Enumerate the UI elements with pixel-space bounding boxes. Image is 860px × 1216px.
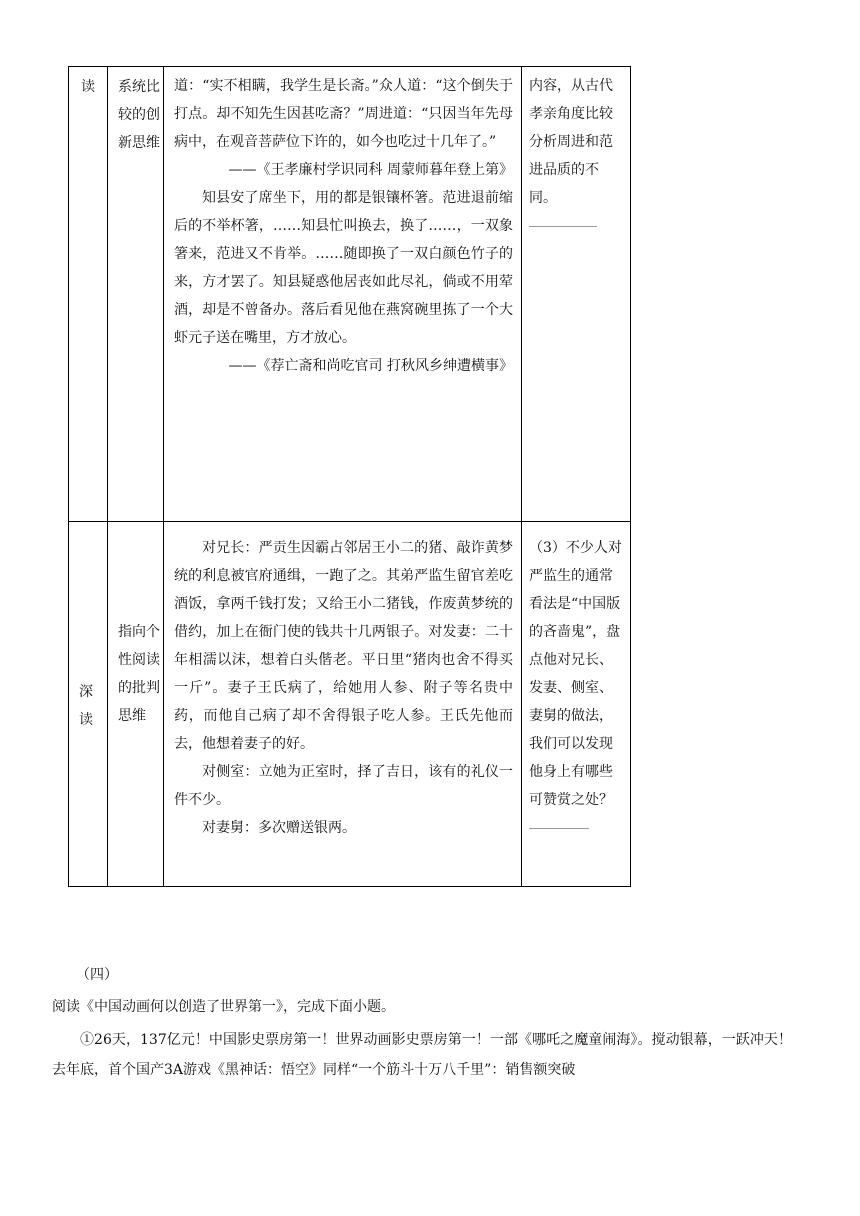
excerpt-paragraph: 道：“实不相瞒，我学生是长斋。”众人道：“这个倒失于打点。却不知先生因甚吃斋？”周进道：“只因当年先母病中，在观音菩萨位下许的，如今也吃过十几年了。” (174, 78, 513, 150)
thinking-cell (108, 67, 164, 522)
stage-label: 读 (79, 712, 93, 728)
reading-table (68, 66, 631, 887)
excerpt-cell (164, 522, 522, 887)
thinking-label: 系统比较的创新思维 (118, 79, 160, 151)
task-text: （3）不少人对严监生的通常看法是“中国版的吝啬鬼”，盘点他对兄长、发妻、侧室、妻舅的做法，我们可以发现他身上有哪些可赞赏之处？ (529, 540, 622, 808)
excerpt-cell (164, 67, 522, 522)
answer-blank (529, 216, 597, 227)
excerpt-paragraph: 对兄长：严贡生因霸占邻居王小二的猪、敲诈黄梦统的利息被官府通缉，一跑了之。其弟严监生留官差吃酒饭，拿两千钱打发；又给王小二猪钱，作废黄梦统的借约，加上在衙门使的钱共十几两银子。对发妻：二十年相濡以沫，想着白头偕老。平日里“猪肉也舍不得买一斤”。妻子王氏病了，给她用人参、附子等名贵中药，而他自己病了却不舍得银子吃人参。王氏先他而去，他想着妻子的好。 (174, 540, 513, 752)
stage-cell (69, 522, 108, 887)
stage-cell (69, 67, 108, 522)
thinking-cell (108, 522, 164, 887)
task-text: 内容，从古代孝亲角度比较分析周进和范进品质的不同。 (529, 78, 613, 206)
table-row (69, 67, 631, 522)
excerpt-paragraph: 对侧室：立她为正室时，择了吉日，该有的礼仪一件不少。 (174, 764, 513, 808)
section-intro: 阅读《中国动画何以创造了世界第一》，完成下面小题。 (52, 999, 395, 1015)
excerpt-paragraph: 知县安了席坐下，用的都是银镶杯箸。范进退前缩后的不举杯箸，……知县忙叫换去，换了……，一双象箸来，范进又不肯举。……随即换了一双白颜色竹子的来，方才罢了。知县疑惑他居丧如此尽礼，倘或不用荤酒，却是不曾备办。落后看见他在燕窝碗里拣了一个大虾元子送在嘴里，方才放心。 (174, 190, 513, 346)
stage-label: 深 (79, 684, 93, 700)
thinking-label: 指向个性阅读的批判思维 (118, 624, 160, 724)
section-label: （四） (76, 967, 118, 983)
task-cell (522, 522, 631, 887)
excerpt-source: ——《王孝廉村学识同科 周蒙师暮年登上第》 (228, 162, 513, 178)
table-row (69, 522, 631, 887)
task-cell (522, 67, 631, 522)
article-paragraph: ①26天，137亿元！中国影史票房第一！世界动画影史票房第一！一部《哪吒之魔童闹海》。搅动银幕，一跃冲天！去年底，首个国产3A游戏《黑神话：悟空》同样“一个筋斗十万八千里”：销售额突破 (52, 1032, 792, 1078)
stage-label: 读 (81, 79, 95, 95)
excerpt-paragraph: 对妻舅：多次赠送银两。 (202, 820, 356, 836)
excerpt-source: ——《荐亡斋和尚吃官司 打秋风乡绅遭横事》 (228, 358, 513, 374)
answer-blank (529, 818, 589, 829)
